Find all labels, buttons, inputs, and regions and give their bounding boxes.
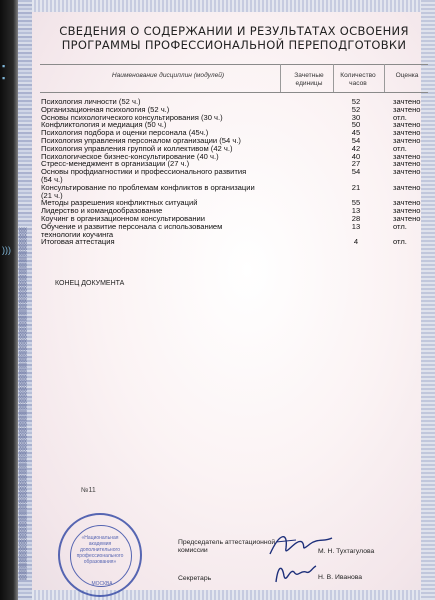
discipline-grade: зачтено xyxy=(393,104,421,114)
title-line-2: ПРОГРАММЫ ПРОФЕССИОНАЛЬНОЙ ПЕРЕПОДГОТОВКИ xyxy=(61,38,407,52)
discipline-hours: 40 xyxy=(351,151,361,161)
chair-signature xyxy=(266,528,336,562)
page-title xyxy=(48,24,420,52)
side-icons xyxy=(2,60,18,256)
discipline-name: Итоговая аттестация xyxy=(41,237,115,247)
discipline-grade: зачтено xyxy=(393,128,421,138)
header-grade: Оценка xyxy=(395,72,419,79)
chair-name: М. Н. Тухтагулова xyxy=(318,548,375,555)
table-row xyxy=(40,238,430,246)
discipline-name: Основы профдиагностики и профессионального развития (54 ч.) xyxy=(41,167,247,184)
table-row xyxy=(40,184,430,200)
discipline-hours: 52 xyxy=(351,97,361,106)
discipline-grade: зачтено xyxy=(393,206,421,216)
header-name: Наименование дисциплин (модулей) xyxy=(111,72,225,79)
discipline-grade: зачтено xyxy=(393,97,421,106)
discipline-hours: 45 xyxy=(351,128,361,138)
table-top-line xyxy=(40,64,428,65)
end-of-document: КОНЕЦ ДОКУМЕНТА xyxy=(55,280,125,287)
discipline-grade: зачтено xyxy=(393,182,421,192)
discipline-name: Коучинг в организационном консультировании xyxy=(41,213,206,223)
guilloche-border-right xyxy=(421,0,435,600)
discipline-hours: 30 xyxy=(351,112,361,122)
discipline-name: Лидерство и командообразование xyxy=(41,206,163,216)
discipline-hours: 27 xyxy=(351,159,361,169)
discipline-grade: зачтено xyxy=(393,135,421,145)
discipline-hours: 42 xyxy=(351,143,361,153)
discipline-grade: зачтено xyxy=(393,159,421,169)
discipline-grade: отл. xyxy=(393,237,407,247)
document-page xyxy=(18,0,435,600)
column-divider xyxy=(280,64,281,92)
discipline-grade: зачтено xyxy=(393,198,421,208)
discipline-grade: отл. xyxy=(393,143,407,153)
discipline-name: Организационная психология (52 ч.) xyxy=(41,104,170,114)
discipline-grade: зачтено xyxy=(393,151,421,161)
header-units: Зачетные единицы xyxy=(294,72,324,87)
secretary-label: Секретарь xyxy=(178,575,212,582)
official-stamp xyxy=(58,513,142,597)
table-row xyxy=(40,223,430,239)
discipline-name: Консультирование по проблемам конфликтов в организации (21 ч.) xyxy=(41,182,255,200)
discipline-name: Основы психологического консультирования (30 ч.) xyxy=(41,112,223,122)
guilloche-border-top xyxy=(18,0,435,12)
discipline-grade: зачтено xyxy=(393,167,421,177)
discipline-hours: 13 xyxy=(351,206,361,216)
bar-icon: ))) xyxy=(2,245,11,255)
chair-label: Председатель аттестационной комиссии xyxy=(178,539,276,554)
bar-icon: ▪ xyxy=(2,61,6,71)
secretary-name: Н. В. Иванова xyxy=(318,574,363,581)
table-row xyxy=(40,168,430,184)
discipline-hours: 54 xyxy=(351,167,361,177)
discipline-hours: 13 xyxy=(351,221,361,231)
discipline-name: Психологическое бизнес-консультирование (40 ч.) xyxy=(41,151,219,161)
registration-number: №11 xyxy=(81,487,96,494)
discipline-hours: 54 xyxy=(351,135,361,145)
discipline-hours: 28 xyxy=(351,213,361,223)
discipline-name: Обучение и развитие персонала с использованием технологии коучинга xyxy=(41,221,223,239)
discipline-grade: зачтено xyxy=(393,120,421,130)
discipline-hours: 4 xyxy=(353,237,359,247)
discipline-table xyxy=(40,98,430,246)
secretary-signature xyxy=(270,560,318,588)
security-pattern: ▒▒▒▒▒▒▒▒▒▒▒▒▒▒▒▒▒▒▒▒▒▒▒▒▒▒▒▒▒▒▒▒▒▒▒▒▒▒▒▒▒▒▒▒▒▒▒▒▒▒▒▒▒▒▒▒▒▒▒▒ xyxy=(19,227,27,580)
discipline-hours: 21 xyxy=(351,182,361,192)
discipline-hours: 50 xyxy=(351,120,361,130)
discipline-name: Конфликтология и медиация (50 ч.) xyxy=(41,120,167,130)
table-header-line xyxy=(40,92,428,93)
discipline-grade: отл. xyxy=(393,112,407,122)
discipline-name: Психология личности (52 ч.) xyxy=(41,97,141,106)
discipline-name: Психология подбора и оценки персонала (45ч.) xyxy=(41,128,209,138)
discipline-name: Психология управления группой и коллективом (42 ч.) xyxy=(41,143,233,153)
discipline-grade: отл. xyxy=(393,221,407,231)
discipline-grade: зачтено xyxy=(393,213,421,223)
stamp-city: МОСКВА xyxy=(91,581,113,587)
discipline-name: Психология управления персоналом организации (54 ч.) xyxy=(41,135,241,145)
discipline-hours: 52 xyxy=(351,104,361,114)
title-line-1: СВЕДЕНИЯ О СОДЕРЖАНИИ И РЕЗУЛЬТАТАХ ОСВОЕНИЯ xyxy=(59,24,409,38)
discipline-name: Методы разрешения конфликтных ситуаций xyxy=(41,198,198,208)
bar-icon: ▪ xyxy=(2,73,6,83)
discipline-hours: 55 xyxy=(351,198,361,208)
header-hours: Количество часов xyxy=(340,72,376,87)
stamp-text: «Национальная академия дополнительного профессионального образования» xyxy=(76,535,124,565)
discipline-name: Стресс-менеджмент в организации (27 ч.) xyxy=(41,159,190,169)
